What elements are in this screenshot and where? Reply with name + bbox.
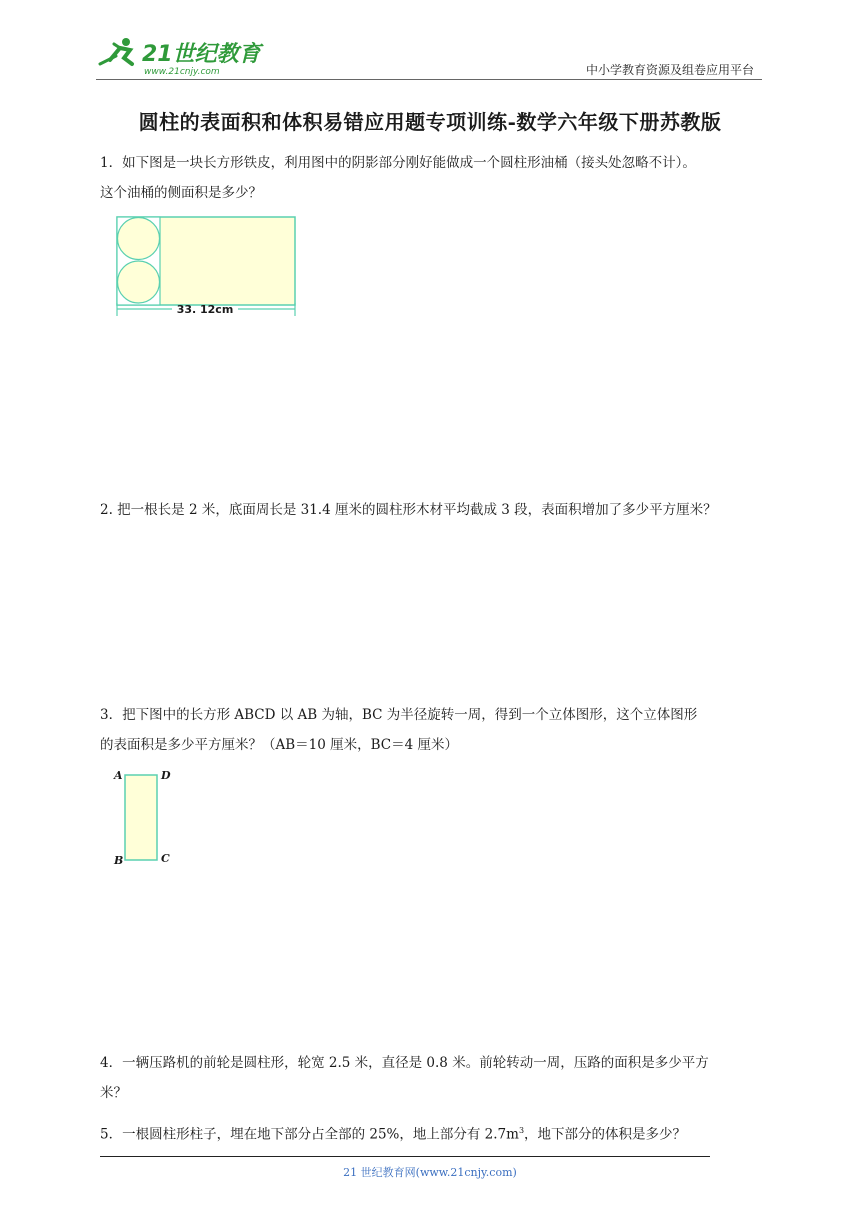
question-1-line-2: 这个油桶的侧面积是多少？ (100, 185, 262, 201)
footer-divider (100, 1156, 710, 1157)
question-2 (100, 495, 765, 525)
question-3-line-2: 的表面积是多少平方厘米？（AB＝10 厘米，BC＝4 厘米） (100, 737, 459, 753)
site-logo (96, 34, 266, 78)
lower-circle (118, 261, 160, 303)
figure-3-rectangle-abcd (108, 764, 178, 870)
question-3 (100, 700, 765, 760)
question-1-line-1: 1．如下图是一块长方形铁皮，利用图中的阴影部分刚好能做成一个圆柱形油桶（接头处忽略不计）。 (100, 155, 696, 171)
header-tagline: 中小学教育资源及组卷应用平台 (585, 63, 754, 77)
question-5-line-1 (100, 1116, 765, 1150)
vertex-label-c: C (161, 852, 170, 865)
vertex-label-d: D (161, 769, 171, 782)
question-4 (100, 1048, 765, 1108)
runner-icon (100, 38, 132, 64)
question-5 (100, 1116, 765, 1150)
header-divider (96, 79, 762, 80)
question-4-line-1: 4．一辆压路机的前轮是圆柱形，轮宽 2.5 米，直径是 0.8 米。前轮转动一周，压路的面积是多少平方 (100, 1055, 709, 1071)
upper-circle (118, 218, 160, 260)
question-1 (100, 148, 765, 208)
question-5-text-a: 5．一根圆柱形柱子，埋在地下部分占全部的 25%，地上部分有 2.7m (100, 1126, 519, 1143)
question-3-line-1: 3．把下图中的长方形 ABCD 以 AB 为轴，BC 为半径旋转一周，得到一个立体图形，这个立体图形 (100, 707, 698, 723)
vertex-label-b: B (114, 854, 124, 867)
question-5-text-b: ，地下部分的体积是多少？ (524, 1126, 687, 1143)
figure-1-sheet-diagram (110, 210, 310, 322)
logo-text: 21世纪教育 (142, 42, 261, 67)
question-5-exponent: 3 (518, 1126, 525, 1135)
vertex-label-a: A (114, 769, 123, 782)
dimension-label: 33. 12cm (176, 303, 234, 316)
question-4-line-2: 米？ (100, 1085, 127, 1101)
rectangle-abcd (125, 775, 157, 860)
question-2-line-1: 2. 把一根长是 2 米，底面周长是 31.4 厘米的圆柱形木材平均截成 3 段，表面积增加了多少平方厘米？ (100, 502, 717, 518)
logo-url-text: www.21cnjy.com (144, 67, 220, 77)
document-title: 圆柱的表面积和体积易错应用题专项训练-数学六年级下册苏教版 (138, 110, 722, 134)
footer-link[interactable]: 21 世纪教育网(www.21cnjy.com) (343, 1166, 517, 1179)
